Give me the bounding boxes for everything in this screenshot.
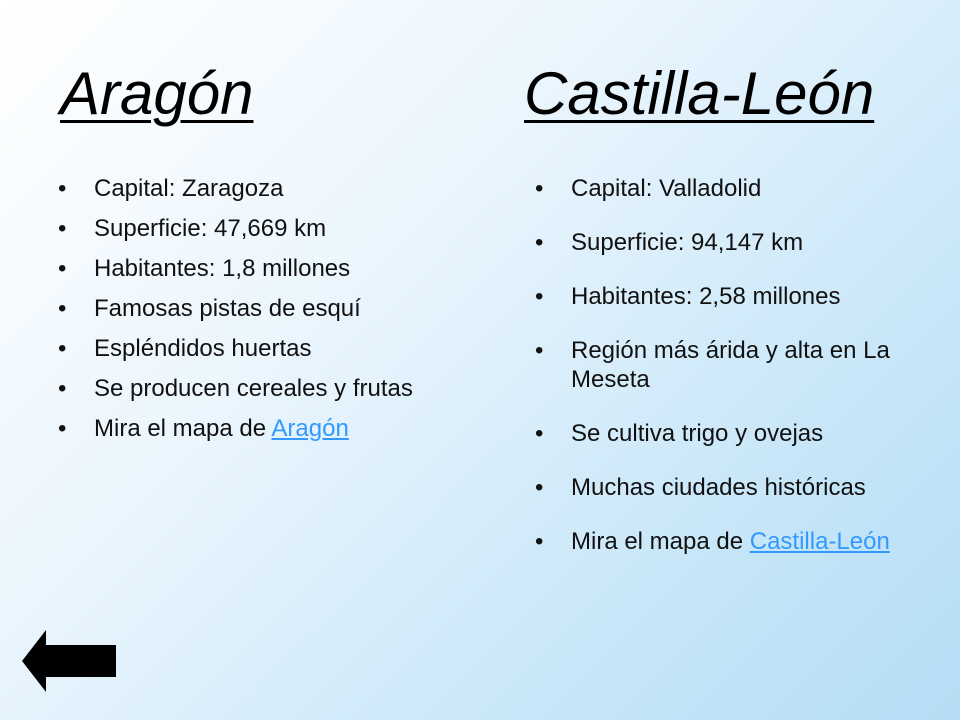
bullet: • [58,255,67,282]
fact-ski: Famosas pistas de esquí [94,295,361,322]
list-item [535,473,935,502]
bullet: • [535,474,544,501]
fact-area: Superficie: 94,147 km [571,229,804,256]
list-item [535,228,935,257]
list-item [535,336,935,394]
castilla-leon-facts-list [535,174,935,581]
castilla-leon-map-link[interactable]: Castilla-León [749,528,890,555]
bullet: • [58,335,67,362]
list-item [58,294,448,323]
bullet: • [535,337,544,364]
fact-crops: Se cultiva trigo y ovejas [571,420,824,447]
back-button[interactable] [22,630,118,692]
list-item [58,174,448,203]
bullet: • [58,295,67,322]
list-item [58,214,448,243]
fact-region: Región más árida y alta en La Meseta [571,337,890,393]
list-item [58,334,448,363]
list-item [535,282,935,311]
fact-capital: Capital: Zaragoza [94,175,284,202]
bullet: • [535,420,544,447]
fact-population: Habitantes: 1,8 millones [94,255,351,282]
fact-population: Habitantes: 2,58 millones [571,283,841,310]
list-item [58,254,448,283]
bullet: • [535,283,544,310]
aragon-title: Aragón [60,60,254,127]
map-prefix: Mira el mapa de [571,528,750,555]
castilla-leon-title: Castilla-León [524,60,875,127]
bullet: • [58,215,67,242]
fact-orchards: Espléndidos huertas [94,335,312,362]
fact-crops: Se producen cereales y frutas [94,375,413,402]
bullet: • [58,415,67,442]
list-item [535,419,935,448]
list-item [535,527,935,556]
aragon-facts-list [58,174,448,454]
bullet: • [58,175,67,202]
aragon-map-link[interactable]: Aragón [271,415,349,442]
bullet: • [535,229,544,256]
arrow-left-shape [22,630,116,692]
fact-capital: Capital: Valladolid [571,175,762,202]
bullet: • [58,375,67,402]
list-item [535,174,935,203]
bullet: • [535,175,544,202]
fact-area: Superficie: 47,669 km [94,215,327,242]
list-item [58,414,448,443]
fact-cities: Muchas ciudades históricas [571,474,866,501]
bullet: • [535,528,544,555]
list-item [58,374,448,403]
map-prefix: Mira el mapa de [94,415,272,442]
arrow-left-icon [22,630,118,692]
